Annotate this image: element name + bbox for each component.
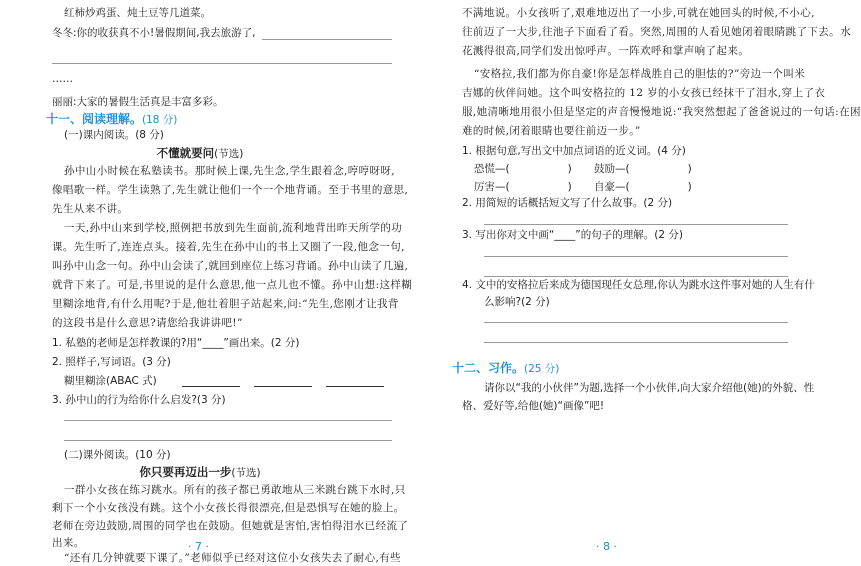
answer-line[interactable]	[484, 256, 788, 257]
passage-1-subtitle: (节选)	[214, 148, 244, 160]
top-line-1: 红柿炒鸡蛋、炖土豆等几道菜。	[64, 7, 211, 19]
lili-line: 丽丽:大家的暑假生活真是丰富多彩。	[52, 96, 224, 108]
question-2: 2. 照样子,写词语。(3 分)	[52, 356, 171, 368]
passage-2-line: 出来。	[52, 537, 85, 549]
writing-prompt-line-1: 请你以“我的小伙伴”为题,选择一个小伙伴,向大家介绍他(她)的外貌、性	[484, 382, 815, 394]
passage-2-title-text: 你只要再迈出一步	[139, 465, 232, 479]
passage-2-line: 剩下一个小女孩没有跳。这个小女孩长得很漂亮,但是恐惧写在她的脸上。	[52, 502, 405, 514]
synonym-item-2	[594, 162, 692, 176]
passage-2-cont-line: 花溅得很高,同学们发出惊呼声。一阵欢呼和掌声响了起来。	[462, 45, 750, 57]
section-12-title: 十二、习作。	[452, 361, 525, 375]
passage-1-line: 叫孙中山念一句。孙中山会读了,就回到座位上练习背诵。孙中山读了几遍,	[52, 260, 409, 272]
synonym-open: 鼓励—(	[594, 163, 630, 175]
synonym-close: )	[687, 163, 692, 175]
passage-2-line: 一群小女孩在练习跳水。所有的孩子都已勇敢地从三米跳台跳下水时,只	[64, 484, 406, 496]
passage-2-line: “还有几分钟就要下课了。”老师似乎已经对这位小女孩失去了耐心,有些	[64, 552, 402, 564]
passage-2-subtitle: (节选)	[231, 467, 261, 479]
answer-line	[262, 39, 392, 40]
page-number-left: · 7 ·	[188, 540, 209, 553]
answer-blank[interactable]	[326, 386, 384, 387]
page-number-right: · 8 ·	[596, 540, 617, 553]
passage-1-title	[0, 146, 400, 161]
question-1: 1. 私塾的老师是怎样教课的?用“____”画出来。(2 分)	[52, 337, 300, 349]
passage-2-cont-line: 不满地说。小女孩听了,艰难地迈出了一小步,可就在她回头的时候,不小心,	[462, 7, 815, 19]
passage-2-para-line: 服,她清晰地用很小但是坚定的声音慢慢地说:“我突然想起了爸爸说过的一句话:在困	[462, 106, 861, 118]
answer-line[interactable]	[64, 440, 392, 441]
synonym-close: )	[567, 181, 572, 193]
question-r1: 1. 根据句意,写出文中加点词语的近义词。(4 分)	[462, 145, 686, 157]
question-r4-line-2: 么影响?(2 分)	[484, 296, 550, 308]
answer-line[interactable]	[484, 342, 788, 343]
synonym-open: 厉害—(	[474, 181, 510, 193]
answer-line	[52, 63, 392, 64]
passage-1-line: 一天,孙中山来到学校,照例把书放到先生面前,流利地背出昨天所学的功	[64, 222, 403, 234]
synonym-open: 自豪—(	[594, 181, 630, 193]
question-3: 3. 孙中山的行为给你什么启发?(3 分)	[52, 394, 226, 406]
synonym-item-4	[594, 180, 692, 194]
synonym-item-1	[474, 162, 572, 176]
section-11-points: (18 分)	[142, 114, 178, 126]
passage-2-cont-line: 往前迈了一大步,往池子下面看了看。突然,周围的人看见她闭着眼睛跳了下去。水	[462, 26, 851, 38]
ellipsis: ……	[52, 73, 73, 85]
question-2-example: 糊里糊涂(ABAC 式)	[64, 375, 157, 387]
passage-1-line: 课。先生听了,连连点头。接着,先生在孙中山的书上又圈了一段,他念一句,	[52, 241, 405, 253]
passage-1-line: 的这段书是什么意思?请您给我讲讲吧!”	[52, 317, 243, 329]
writing-prompt-line-2: 格、爱好等,给他(她)“画像”吧!	[462, 400, 605, 412]
passage-1-line: 像唱歌一样。学生读熟了,先生就让他们一个一个地背诵。至于书里的意思,	[52, 184, 409, 196]
question-r4-line-1: 4. 文中的安格拉后来成为德国现任女总理,你认为跳水这件事对她的人生有什	[462, 279, 815, 291]
passage-2-para-line: “安格拉,我们都为你自豪!你是怎样战胜自己的胆怯的?”旁边一个叫米	[474, 68, 806, 80]
passage-1-line: 孙中山小时候在私塾读书。那时候上课,先生念,学生跟着念,哼哼呀呀,	[64, 165, 396, 177]
section-12-points: (25 分)	[524, 363, 560, 375]
passage-1-line: 里糊涂地背,有什么用呢?于是,他壮着胆子站起来,问:“先生,您刚才让我背	[52, 298, 399, 310]
synonym-item-3	[474, 180, 572, 194]
passage-1-line: 先生从来不讲。	[52, 203, 129, 215]
passage-2-para-line: 吉娜的伙伴问她。这个叫安格拉的 12 岁的小女孩已经抹干了泪水,穿上了衣	[462, 87, 826, 99]
left-page	[0, 0, 413, 566]
answer-blank[interactable]	[254, 386, 312, 387]
question-r3: 3. 写出你对文中画“____”的句子的理解。(2 分)	[462, 229, 683, 241]
answer-line[interactable]	[484, 276, 788, 277]
passage-2-para-line: 难的时候,闭着眼睛也要往前迈一步。”	[462, 125, 641, 137]
passage-1-title-text: 不懂就要问	[156, 146, 215, 160]
passage-1-line: 就背下来了。可是,书里说的是什么意思,他一点儿也不懂。孙中山想:这样糊	[52, 279, 413, 291]
synonym-open: 恐慌—(	[474, 163, 510, 175]
question-r2: 2. 用简短的话概括短文写了什么故事。(2 分)	[462, 197, 673, 209]
part-2-label: (二)课外阅读。(10 分)	[64, 449, 171, 461]
part-1-label: (一)课内阅读。(8 分)	[64, 129, 164, 141]
section-11-title: 十一、阅读理解。	[46, 112, 143, 126]
section-11-heading	[46, 112, 177, 127]
passage-2-line: 老师在旁边鼓励,周围的同学也在鼓励。但她就是害怕,害怕得泪水已经流了	[52, 520, 409, 532]
top-line-2: 冬冬:你的收获真不小!暑假期间,我去旅游了,	[52, 27, 256, 39]
synonym-close: )	[567, 163, 572, 175]
answer-line[interactable]	[484, 322, 788, 323]
answer-line[interactable]	[64, 420, 392, 421]
right-page	[400, 0, 861, 566]
answer-blank[interactable]	[182, 386, 240, 387]
section-12-heading	[452, 361, 559, 376]
answer-line[interactable]	[484, 224, 788, 225]
synonym-close: )	[687, 181, 692, 193]
passage-2-title	[0, 465, 400, 480]
